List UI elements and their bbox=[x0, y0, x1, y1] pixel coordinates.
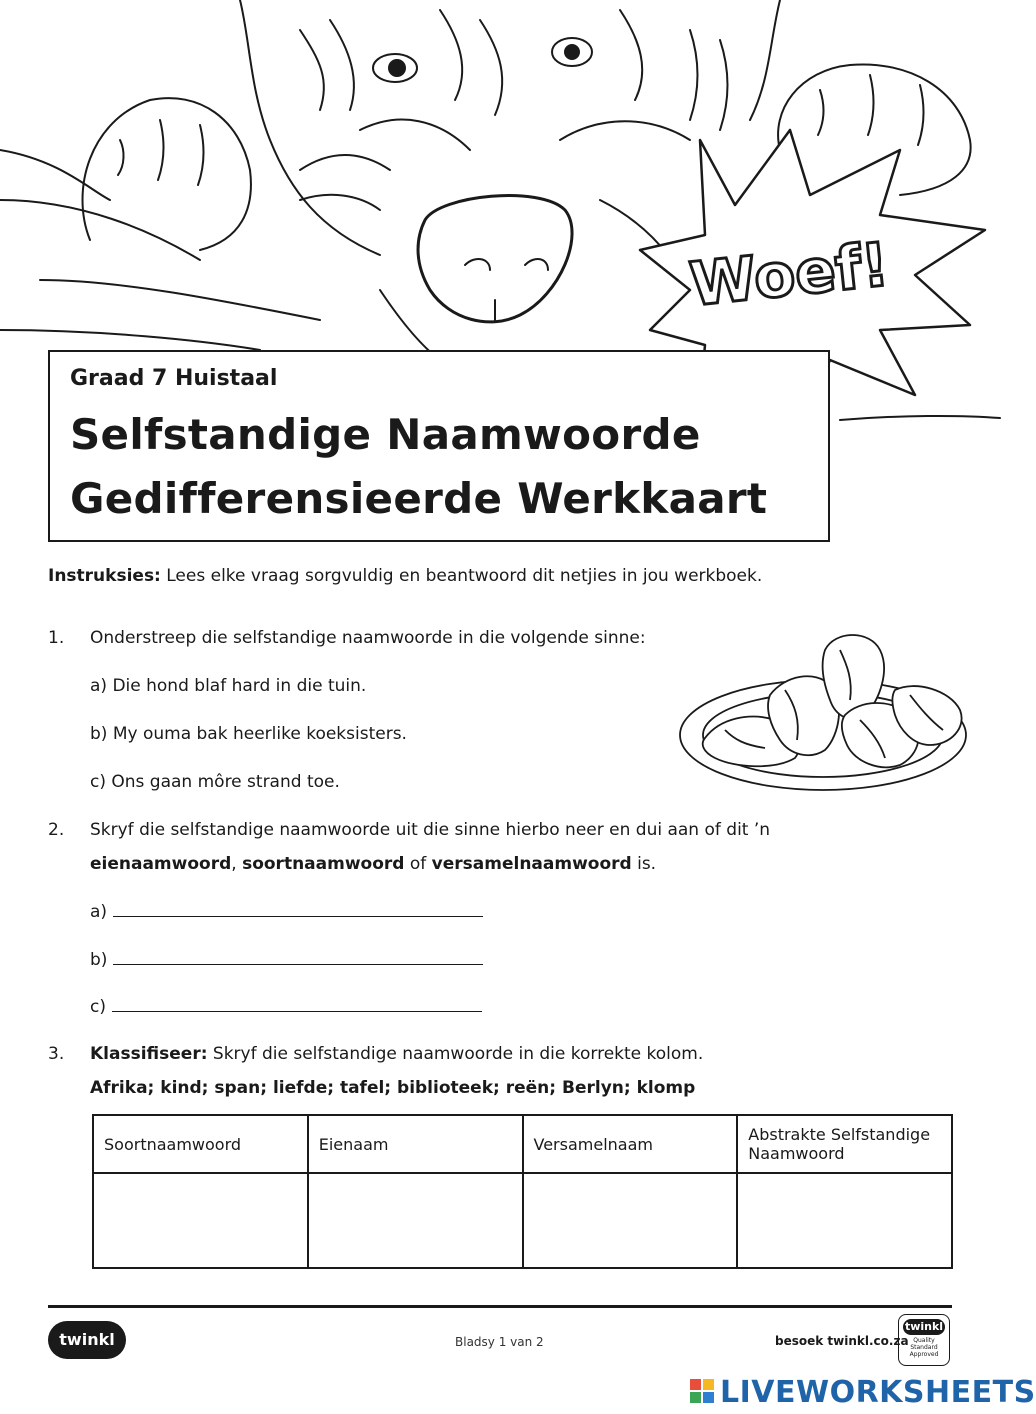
q3-word-list: Afrika; kind; span; liefde; tafel; biblioteek; reën; Berlyn; klomp bbox=[90, 1078, 696, 1098]
q1-text: Onderstreep die selfstandige naamwoorde in die volgende sinne: bbox=[90, 628, 646, 648]
q2-answer-b-line[interactable] bbox=[113, 950, 483, 965]
speech-bubble-text: Woef! bbox=[686, 229, 893, 321]
twinkl-logo: twinkl bbox=[48, 1321, 126, 1359]
col-header-abstrakte: Abstrakte Selfstandige Naamwoord bbox=[737, 1115, 952, 1173]
footer-divider bbox=[48, 1305, 952, 1308]
q1-item-b[interactable]: b) My ouma bak heerlike koeksisters. bbox=[90, 724, 407, 744]
visit-link[interactable]: besoek twinkl.co.za bbox=[775, 1334, 909, 1348]
table-header-row bbox=[93, 1115, 952, 1173]
q3-label: Klassifiseer: bbox=[90, 1044, 208, 1064]
q2-number: 2. bbox=[48, 820, 65, 840]
q1-item-c[interactable]: c) Ons gaan môre strand toe. bbox=[90, 772, 340, 792]
page-number: Bladsy 1 van 2 bbox=[455, 1335, 544, 1349]
q2-term-eienaamwoord: eienaamwoord bbox=[90, 854, 232, 874]
badge-text: Quality Standard Approved bbox=[909, 1337, 939, 1358]
q2-term-versamelnaamwoord: versamelnaamwoord bbox=[431, 854, 632, 874]
q1-item-a[interactable]: a) Die hond blaf hard in die tuin. bbox=[90, 676, 367, 696]
q2-end: is. bbox=[631, 854, 657, 874]
q2-answer-a-line[interactable] bbox=[113, 902, 483, 917]
q2-answer-a[interactable] bbox=[90, 902, 483, 922]
instructions-text: Lees elke vraag sorgvuldig en beantwoord dit netjies in jou werkboek. bbox=[160, 566, 763, 586]
col-header-versamelnaam: Versamelnaam bbox=[523, 1115, 738, 1173]
liveworksheets-brand: LIVEWORKSHEETS bbox=[720, 1375, 1036, 1410]
page-title-line2: Gedifferensieerde Werkkaart bbox=[70, 474, 768, 523]
q2-answer-c-line[interactable] bbox=[112, 997, 482, 1012]
q2-answer-a-label: a) bbox=[90, 902, 108, 922]
q2-answer-b-label: b) bbox=[90, 950, 108, 970]
q2-term-soortnaamwoord: soortnaamwoord bbox=[242, 854, 405, 874]
quality-badge bbox=[898, 1314, 950, 1366]
col-header-soortnaamwoord: Soortnaamwoord bbox=[93, 1115, 308, 1173]
q1-number: 1. bbox=[48, 628, 65, 648]
answer-cell-soortnaamwoord[interactable] bbox=[93, 1173, 308, 1268]
col-header-eienaam: Eienaam bbox=[308, 1115, 523, 1173]
answer-cell-versamelnaam[interactable] bbox=[523, 1173, 738, 1268]
koeksisters-plate-illustration bbox=[675, 620, 975, 795]
q2-sep2: of bbox=[404, 854, 432, 874]
q2-answer-b[interactable] bbox=[90, 950, 483, 970]
q2-answer-c[interactable] bbox=[90, 997, 482, 1017]
table-answer-row bbox=[93, 1173, 952, 1268]
instructions bbox=[48, 566, 762, 586]
title-box bbox=[48, 350, 830, 542]
page-title-line1: Selfstandige Naamwoorde bbox=[70, 410, 701, 459]
q2-sep1: , bbox=[231, 854, 243, 874]
badge-logo: twinkl bbox=[904, 1320, 944, 1333]
grade-subtitle: Graad 7 Huistaal bbox=[70, 366, 278, 391]
liveworksheets-icon bbox=[690, 1379, 714, 1403]
instructions-label: Instruksies: bbox=[48, 566, 161, 586]
q2-line1: Skryf die selfstandige naamwoorde uit die sinne hierbo neer en dui aan of dit ’n bbox=[90, 820, 771, 840]
answer-cell-eienaam[interactable] bbox=[308, 1173, 523, 1268]
q2-line2 bbox=[90, 854, 656, 874]
classification-table bbox=[92, 1114, 953, 1269]
q3-number: 3. bbox=[48, 1044, 65, 1064]
q2-answer-c-label: c) bbox=[90, 997, 106, 1017]
q3-text bbox=[90, 1044, 703, 1064]
q3-instruction: Skryf die selfstandige naamwoorde in die korrekte kolom. bbox=[207, 1044, 704, 1064]
answer-cell-abstrakte[interactable] bbox=[737, 1173, 952, 1268]
